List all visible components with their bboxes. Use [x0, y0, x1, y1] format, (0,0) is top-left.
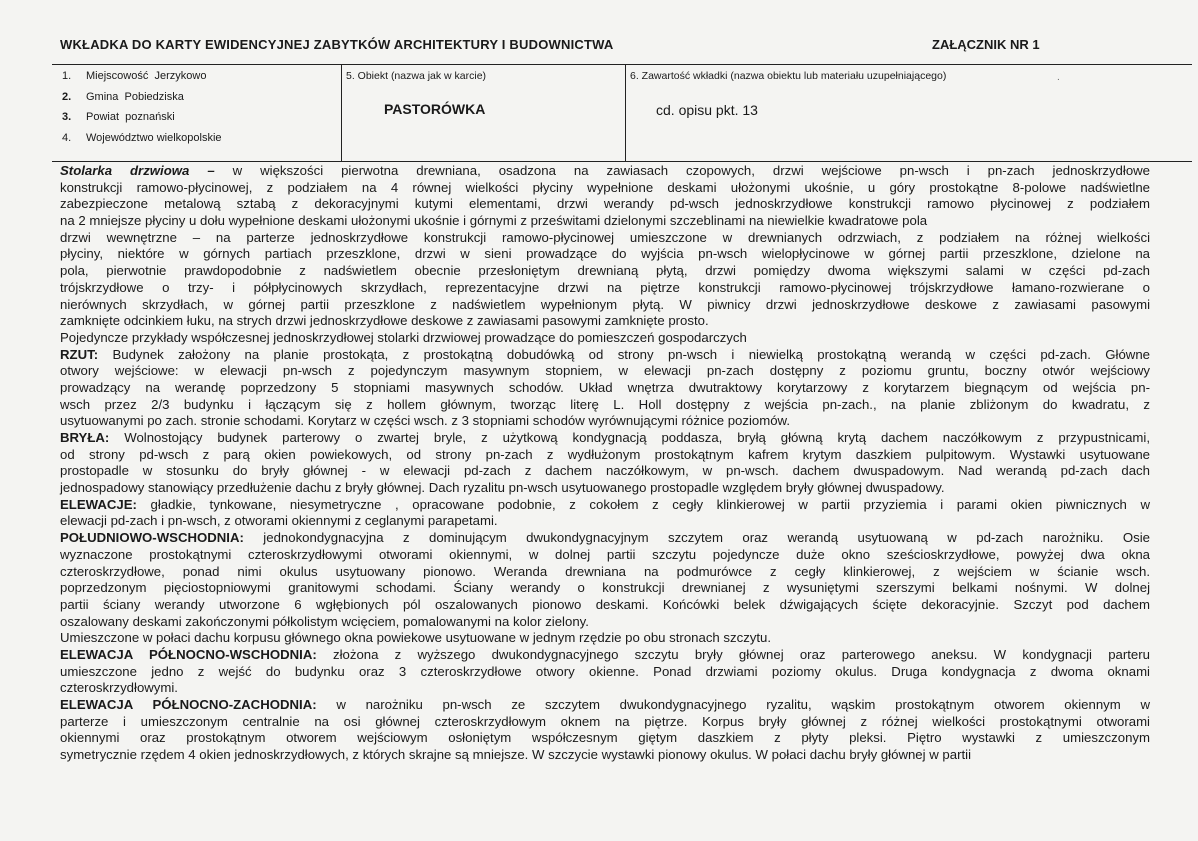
location-row: 2. Gmina Pobiedziska	[62, 91, 184, 103]
line-text: od strony pd-wsch z parą okien powiekowych, od strony pn-zach z wydłużonym prostokątnym kafrem krytym daszkiem pulpitowym. Wystawki usytuowane	[60, 446, 1150, 462]
text-line	[60, 230, 1150, 247]
text-line	[60, 513, 1150, 530]
line-text: prostopadle w stosunku do bryły głównej - w elewacji pd-zach z dachem naczółkowym, w pn-wsch. dachem dwuspadowym. Nad werandą pd-zach dach	[60, 463, 1150, 479]
section-heading: POŁUDNIOWO-WSCHODNIA:	[60, 530, 244, 546]
text-line	[60, 714, 1150, 731]
text-line	[60, 263, 1150, 280]
line-text: w narożniku pn-wsch ze szczytem dwukondygnacyjnego ryzalitu, wąskim prostokątnym otworem okiennym w	[316, 697, 1150, 712]
annex-label: ZAŁĄCZNIK NR 1	[932, 37, 1040, 52]
location-cell	[52, 65, 342, 161]
line-text: na 2 mniejsze płyciny u dołu wypełnione deskami ułożonymi ukośnie i górnymi z prześwitami dzielonymi szczeblinami na niewielkie kwadratowe pola	[60, 213, 928, 229]
text-line	[60, 547, 1150, 564]
text-line	[60, 313, 1150, 330]
object-name: PASTORÓWKA	[384, 101, 486, 117]
object-header: 5. Obiekt (nazwa jak w karcie)	[346, 70, 487, 82]
line-text: złożona z wyższego dwukondygnacyjnego szczytu bryły głównej oraz parterowego aneksu. W kondygnacji parteru	[316, 646, 1150, 662]
line-text: parterze i umieszczonym centralnie na osi głównej czteroskrzydłowym oknem na piętrze. Korpus bryły głównej z różnej wielkości prostokątnymi otworami	[60, 713, 1150, 729]
line-text: jednokondygnacyjna z dominującym dwukondygnacyjnym szczytem oraz werandą usytuowaną w pd-zach narożniku. Osie	[243, 530, 1150, 546]
line-text: umieszczone jedno z wejść do budynku oraz 3 czteroskrzydłowe otwory okienne. Ponad drzwiami poziomy okulus. Druga kondygnacja z dwoma oknami	[60, 663, 1150, 679]
line-text: nierównych skrzydłach, w górnej partii przeszklone z nadświetlem wypełnionym płytą. W piwnicy drzwi jednoskrzydłowe deskowe z zawiasami pasowymi	[60, 296, 1150, 312]
section-heading: ELEWACJA PÓŁNOCNO-WSCHODNIA:	[60, 646, 317, 662]
line-text: wsch przez 2/3 budynku i łączącym się z hollem głównym, tworząc literę L. Holl dostępny z wejścia pn-zach., na planie zbliżonym do kwadratu, z	[60, 396, 1150, 412]
text-line	[60, 730, 1150, 747]
line-text: drzwi wewnętrzne – na parterze jednoskrzydłowe konstrukcji ramowo-płycinowej umieszczone w drewnianych odrzwiach, z podziałem na różnej wielkości	[60, 229, 1150, 245]
info-table	[52, 64, 1192, 162]
text-line	[60, 597, 1150, 614]
line-text: Wolnostojący budynek parterowy o zwartej bryle, z użytkową kondygnacją poddasza, bryłą główną krytą dachem naczółkowym z przypustnicami,	[109, 430, 1150, 445]
line-text: Pojedyncze przykłady współczesnej jednoskrzydłowej stolarki drzwiowej prowadzące do pomieszczeń gospodarczych	[60, 329, 747, 345]
line-text: czteroskrzydłowymi.	[60, 680, 178, 696]
line-text: czteroskrzydłowe, ponad nimi okulus usytuowany pionowo. Weranda drewniana na podmurówce z cegły klinkierowej, z wejściem w ścianie wsch.	[60, 563, 1150, 579]
text-line	[60, 380, 1150, 397]
line-text: jednospadowy stanowiący przedłużenie dachu z bryły głównej. Dach ryzalitu pn-wsch usytuowanego prostopadle względem bryły głównej dwuspadowy.	[60, 480, 945, 496]
location-row: 1. Miejscowość Jerzykowo	[62, 70, 207, 82]
text-line	[60, 747, 1150, 764]
text-line	[60, 463, 1150, 480]
line-text: trójskrzydłowe o trzy- i półpłycinowych skrzydłach, reprezentacyjne drzwi na piętrze konstrukcji ramowo-płycinowej trójskrzydłowe łamano-rozwierane o	[60, 279, 1150, 295]
description-text	[60, 163, 1150, 764]
line-text: prowadzący na werandę poprzedzony 5 stopniami masywnych schodów. Układ wnętrza dwutraktowy korytarzowy z korytarzem biegnącym od wejścia pn-	[60, 379, 1150, 395]
location-row: 4. Województwo wielkopolskie	[62, 132, 222, 144]
line-text: gładkie, tynkowane, niesymetryczne , opracowane podobnie, z cokołem z cegły klinkierowej w partii przyziemia i parami okien piwnicznych w	[136, 496, 1150, 512]
text-line	[60, 213, 1150, 230]
text-line	[60, 397, 1150, 414]
text-line	[60, 614, 1150, 631]
text-line	[60, 330, 1150, 347]
text-line	[60, 564, 1150, 581]
text-line	[60, 280, 1150, 297]
line-text: partii ściany werandy utworzone 6 wgłębionych pól oszalowanych pionowo deskami. Końcówki belek dźwigających ścięte dekoracyjnie. Szczyt pod dachem	[60, 596, 1150, 612]
text-line	[60, 480, 1150, 497]
text-line	[60, 497, 1150, 514]
line-text: Budynek założony na planie prostokąta, z prostokątną dobudówką od strony pn-wsch i niewielką prostokątną werandą w części pd-zach. Główne	[98, 346, 1150, 362]
text-line	[60, 447, 1150, 464]
text-line	[60, 246, 1150, 263]
line-text: wyznaczone prostokątnymi czteroskrzydłowymi otworami okiennymi, w dolnej partii szczytu pojedyncze duże okno sześcioskrzydłowe, powyżej dwa okna	[60, 546, 1150, 562]
object-cell	[342, 65, 626, 161]
line-text: Umieszczone w połaci dachu korpusu głównego okna powiekowe usytuowane w jednym rzędzie po obu stronach szczytu.	[60, 630, 772, 646]
line-text: okiennymi oraz prostokątnym otworem wejściowym osłoniętym współczesnym giętym daszkiem z płyty pleksi. Piętro wystawki z umieszczonym	[60, 730, 1150, 746]
section-heading: RZUT:	[60, 346, 99, 362]
line-text: elewacji pd-zach i pn-wsch, z otworami okiennymi z ceglanymi parapetami.	[60, 513, 498, 529]
line-text: oszalowany deskami zakończonymi półkolistym wcięciem, pomalowanymi na kolor zielony.	[60, 613, 589, 629]
location-row: 3. Powiat poznański	[62, 111, 175, 123]
contents-header: 6. Zawartość wkładki (nazwa obiektu lub materiału uzupełniającego)	[630, 70, 947, 82]
text-line	[60, 413, 1150, 430]
line-text: w większości pierwotna drewniana, osadzona na zawiasach czopowych, drzwi wejściowe pn-wsch i pn-zach jednoskrzydłowe	[232, 163, 1151, 178]
text-line	[60, 664, 1150, 681]
text-line	[60, 363, 1150, 380]
document-title: WKŁADKA DO KARTY EWIDENCYJNEJ ZABYTKÓW ARCHITEKTURY I BUDOWNICTWA	[60, 37, 614, 52]
text-line	[60, 196, 1150, 213]
text-line	[60, 530, 1150, 547]
line-text: pola, pierwotnie prawdopodobnie z nadświetlem obecnie przesłoniętym drewnianą płytą, drzwi pomiędzy dwoma większymi salami w części pd-zach	[60, 263, 1150, 279]
line-text: otwory wejściowe: w elewacji pn-wsch z pojedynczym masywnym stopniem, w elewacji pn-zach dostępny z poziomu gruntu, boczny otwór wejściowy	[60, 363, 1150, 379]
contents-value: cd. opisu pkt. 13	[656, 102, 758, 118]
line-text: zabezpieczone metalową sztabą z dekoracyjnymi kutymi elementami, drzwi werandy pd-wsch jednoskrzydłowe konstrukcji ramowo płycinowej z podziałem	[60, 196, 1150, 212]
line-text: symetrycznie rzędem 4 okien jednoskrzydłowych, z których skrajne są mniejsze. W szczycie wystawki pionowy okulus. W połaci dachu bryły głównej w partii	[60, 747, 971, 763]
text-line	[60, 630, 1150, 647]
line-text: zamknięte odcinkiem łuku, na strych drzwi jednoskrzydłowe deskowe z zawiasami pasowymi zamknięte prosto.	[60, 313, 709, 329]
section-heading: ELEWACJE:	[60, 496, 137, 512]
section-heading: ELEWACJA PÓŁNOCNO-ZACHODNIA:	[60, 697, 317, 712]
text-line	[60, 297, 1150, 314]
tick-mark: .	[1057, 72, 1060, 83]
line-text: konstrukcji ramowo-płycinowej, z podziałem na 4 równej wielkości płyciny wypełnione deskami ułożonymi ukośnie, u góry prostokątne 8-polowe nadświetlne	[60, 179, 1150, 195]
text-line	[60, 580, 1150, 597]
text-line	[60, 697, 1150, 714]
text-line	[60, 647, 1150, 664]
text-line	[60, 680, 1150, 697]
text-line	[60, 163, 1150, 180]
line-text: poprzedzonym pięciostopniowymi granitowymi schodami. Ściany werandy o konstrukcji drewnianej z wysuniętymi szerszymi belkami nośnymi. W dolnej	[60, 580, 1150, 596]
text-line	[60, 180, 1150, 197]
text-line	[60, 430, 1150, 447]
section-heading: Stolarka drzwiowa –	[60, 163, 233, 178]
line-text: usytuowanymi po zach. stronie schodami. Korytarz w części wsch. z 3 stopniami schodów wyrównującymi różnice poziomów.	[60, 413, 790, 429]
contents-cell	[626, 65, 1192, 161]
text-line	[60, 347, 1150, 364]
line-text: płyciny, niektóre w górnych partiach przeszklone, drzwi w sieni prowadzące do wyjścia pn-wsch wielopłycinowe w górnej partii przeszklone, dzielone na	[60, 246, 1150, 262]
section-heading: BRYŁA:	[60, 430, 110, 445]
